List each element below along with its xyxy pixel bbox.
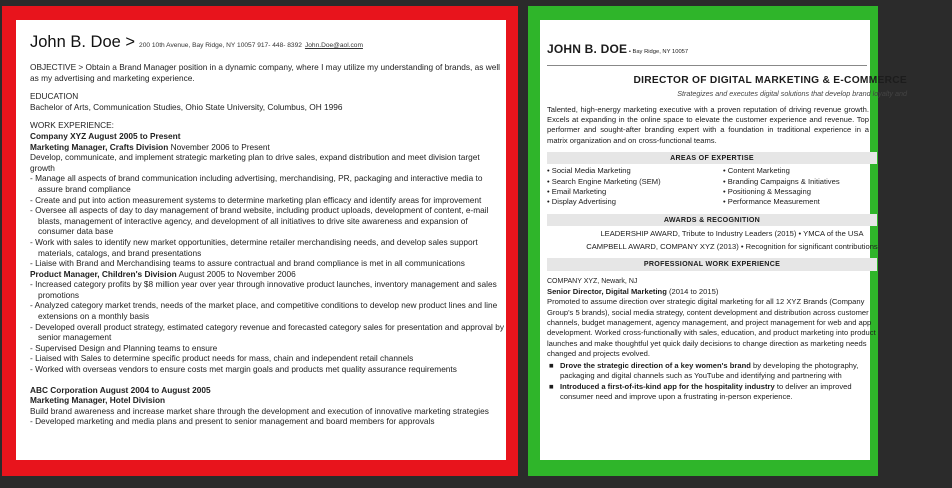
bullet-item: - Manage all aspects of brand communication including advertising, merchandising, PR, packaging and interactive media to assure brand compliance [30, 173, 483, 194]
role-description: Promoted to assume direction over strategic digital marketing for all 12 XYZ Brands (Company Group's 5 brands), social media strategy, content development and distribution across customer channels, budget management, agency management, and project management for web and app development. Worked cross-functionally with sales, education, and product marketing into product launches and make thoughtful yet quick daily decisions to change direction as marketing needs changed and projects evolved. [547, 297, 876, 358]
achievement-list [547, 361, 877, 402]
summary-paragraph: Talented, high-energy marketing executive with a proven reputation of driving revenue growth. Excels at expanding in the online space to elevate the customer experience and revenue. Top performer and sought-after branding expert with a foundation in traditional experience in a matrix organization and on cross-functional teams. [547, 104, 869, 145]
achievement-lead: Introduced a first-of-its-kind app for the hospitality industry [560, 381, 775, 391]
role-dates: November 2006 to Present [168, 141, 270, 152]
bullet-item: - Developed overall product strategy, estimated category revenue and forecasted category sales for presentation and approval by senior management [30, 321, 504, 343]
experience-heading: PROFESSIONAL WORK EXPERIENCE [547, 258, 877, 270]
email-link[interactable]: John.Doe@aol.com [304, 42, 363, 49]
skill-item: • Email Marketing [547, 186, 607, 196]
role-description: Develop, communicate, and implement strategic marketing plan to drive sales, expand distribution and meet division target growth [30, 152, 480, 173]
role2-bullet-list [30, 279, 506, 374]
awards-heading: AWARDS & RECOGNITION [547, 214, 877, 226]
right-resume-frame-green [528, 6, 907, 476]
expertise-heading: AREAS OF EXPERTISE [547, 152, 877, 164]
role-title: Marketing Manager, Crafts Division [30, 141, 169, 152]
bullet-item: - Developed marketing and media plans and present to senior management and board members for approvals [30, 416, 435, 427]
job-title-headline: DIRECTOR OF DIGITAL MARKETING & E-COMMERCE [633, 75, 907, 87]
achievement-lead: Drove the strategic direction of a key women's brand [560, 361, 751, 371]
header-line [30, 32, 506, 52]
address: • Bay Ridge, NY 10057 [627, 49, 689, 55]
skill-item: • Performance Measurement [723, 197, 820, 207]
plain-resume-page [16, 20, 506, 460]
skill-item: • Positioning & Messaging [723, 186, 811, 196]
resume-name: JOHN B. DOE [547, 42, 628, 56]
role-dates: August 2005 to November 2006 [176, 268, 296, 279]
award-item: LEADERSHIP AWARD, Tribute to Industry Leaders (2015) • YMCA of the USA [600, 228, 864, 238]
skill-item: • Content Marketing [723, 166, 790, 176]
education-line: Bachelor of Arts, Communication Studies, Ohio State University, Columbus, OH 1996 [30, 101, 343, 112]
resume-name: John B. Doe > [30, 33, 136, 51]
role-description: Build brand awareness and increase market share through the development and execution of innovative marketing strategies [30, 405, 489, 416]
role-title: Senior Director, Digital Marketing [547, 287, 667, 297]
role1-bullet-list [30, 173, 506, 268]
bullet-item: - Supervised Design and Planning teams to ensure [30, 342, 218, 353]
role-line [547, 287, 907, 297]
skills-column-right [723, 166, 840, 207]
company-line: COMPANY XYZ, Newark, NJ [547, 277, 638, 285]
designed-resume-page [540, 20, 907, 460]
tagline: Strategizes and executes digital solutions that develop brand loyalty and [677, 88, 907, 98]
skills-grid [547, 166, 877, 207]
work-heading: WORK EXPERIENCE: [30, 120, 114, 131]
company-heading: Company XYZ August 2005 to Present [30, 130, 181, 141]
achievement-text: by developing the photography, packaging and digital channels such as YouTube and identifying and partnering with [560, 361, 859, 381]
bullet-item: - Create and put into action measurement systems to determine marketing plan efficacy and identify areas for improvement [30, 194, 482, 205]
bullet-icon: ■ [549, 361, 554, 371]
left-resume-frame-red [2, 6, 518, 476]
role-title: Marketing Manager, Hotel Division [30, 395, 166, 406]
bullet-item: - Liaise with Brand and Merchandising teams to assure contractual and brand compliance is met in all communications [30, 258, 465, 269]
role-dates: (2014 to 2015) [666, 287, 719, 297]
skill-item: • Display Advertising [547, 197, 616, 207]
skill-item: • Search Engine Marketing (SEM) [547, 176, 661, 186]
role-line [30, 269, 506, 280]
skills-column-left [547, 166, 723, 207]
role3-bullet-list [30, 416, 506, 427]
company-heading: ABC Corporation August 2004 to August 2005 [30, 384, 211, 395]
header-line [547, 44, 907, 57]
bullet-icon: ■ [549, 381, 554, 391]
award-item: CAMPBELL AWARD, COMPANY XYZ (2013) • Recognition for significant contributions [586, 242, 878, 252]
education-heading: EDUCATION [30, 91, 79, 102]
achievement-item [547, 361, 877, 382]
header-divider [547, 65, 867, 66]
contact-info: 200 10th Avenue, Bay Ridge, NY 10057 917- 448- 8392 [139, 42, 302, 49]
objective: OBJECTIVE > Obtain a Brand Manager position in a dynamic company, where I may utilize my understanding of brands, as well as my advertising and marketing experience. [30, 62, 501, 83]
bullet-item: - Analyzed category market trends, needs of the market place, and competitive conditions to develop new product lines and line extensions on a monthly basis [30, 300, 498, 322]
bullet-item: - Worked with overseas vendors to ensure costs met margin goals and products met quality assurance requirements [30, 364, 457, 375]
bullet-item: - Increased category profits by $8 million year over year through innovative product launches, inventory management and sales promotions [30, 279, 497, 300]
bullet-item: - Oversee all aspects of day to day management of brand website, including product uploads, development of content, e-mail blasts, management of interactive agency, and development of all initiatives to drive site awareness and expansion of consumer data base [30, 205, 489, 237]
role-line [30, 142, 506, 153]
bullet-item: - Liaised with Sales to determine specific product needs for mass, chain and independent retail channels [30, 353, 414, 364]
achievement-item [547, 382, 877, 403]
role-title: Product Manager, Children's Division [30, 268, 177, 279]
achievement-text: to deliver an improved consumer need and improve upon a frustrating in-person experience. [560, 381, 852, 402]
skill-item: • Branding Campaigns & Initiatives [723, 176, 840, 186]
bullet-item: - Work with sales to identify new market opportunities, determine retailer merchandising needs, and develop sales support materials, catalogs, and brand presentations [30, 236, 478, 258]
skill-item: • Social Media Marketing [547, 166, 631, 176]
